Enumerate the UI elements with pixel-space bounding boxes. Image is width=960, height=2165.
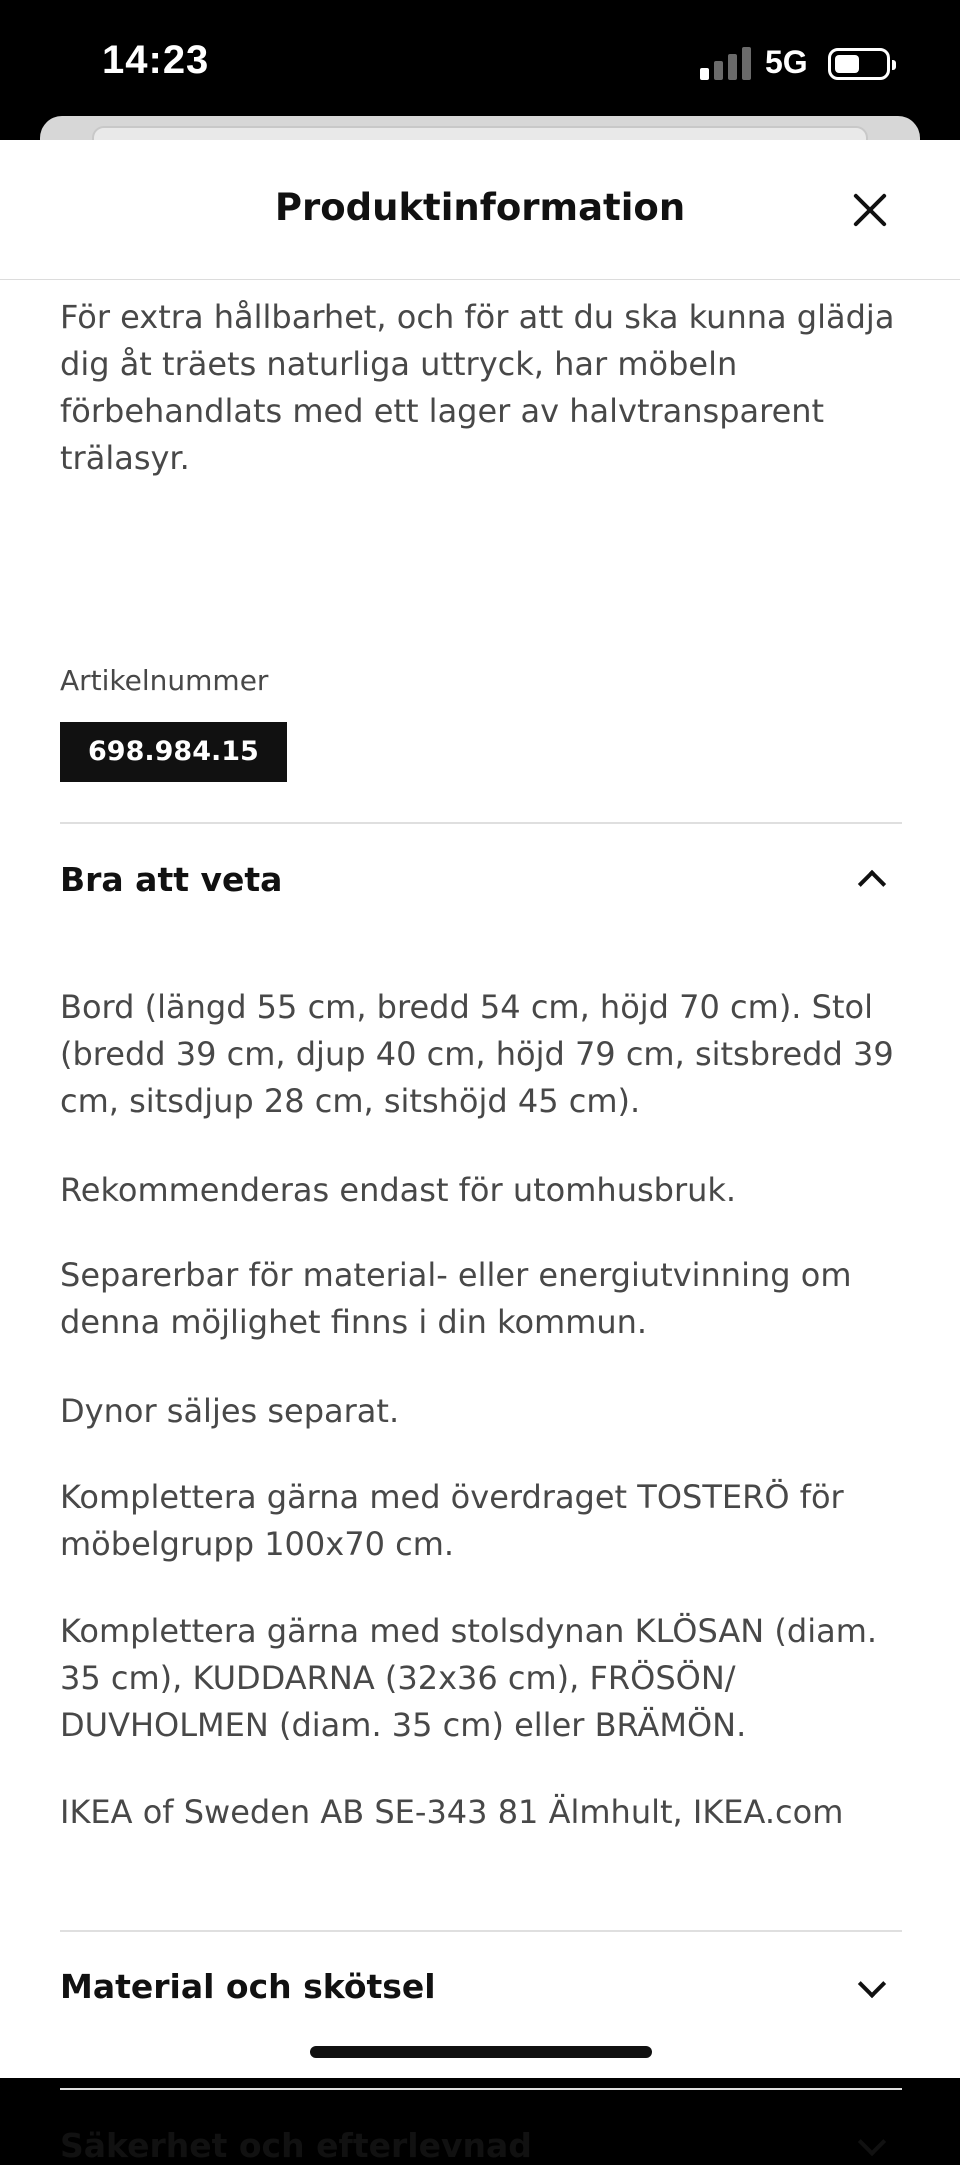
- info-paragraph: Separerbar för material- eller energiutvinning om denna möjlighet finns i din kommun.: [60, 1256, 852, 1341]
- section-title[interactable]: Material och skötsel: [60, 1967, 436, 2006]
- status-bar: [0, 0, 960, 120]
- status-time: 14:23: [102, 38, 210, 82]
- intro-paragraph: För extra hållbarhet, och för att du ska kunna glädja dig åt träets naturliga uttryck, har möbeln förbehandlats med ett lager av halvtransparent trälasyr.: [60, 298, 895, 477]
- info-paragraph: Komplettera gärna med överdraget TOSTERÖ för möbelgrupp 100x70 cm.: [60, 1478, 844, 1563]
- article-number-label: Artikelnummer: [60, 664, 269, 697]
- info-paragraph: Dynor säljes separat.: [60, 1392, 400, 1430]
- chevron-down-icon[interactable]: [856, 1974, 888, 2006]
- info-paragraph: Bord (längd 55 cm, bredd 54 cm, höjd 70 cm). Stol (bredd 39 cm, djup 40 cm, höjd 79 cm, sitsbredd 39 cm, sitsdjup 28 cm, sitshöjd 45 cm).: [60, 988, 894, 1120]
- section-title[interactable]: Bra att veta: [60, 860, 283, 899]
- sheet-title: Produktinformation: [274, 186, 686, 229]
- network-type: 5G: [765, 44, 808, 80]
- divider: [60, 2088, 902, 2090]
- product-info-sheet: [0, 140, 960, 2165]
- sheet-header: [0, 140, 960, 280]
- info-paragraph: IKEA of Sweden AB SE-343 81 Älmhult, IKEA.com: [60, 1793, 844, 1831]
- divider: [60, 822, 902, 824]
- close-icon[interactable]: [846, 186, 894, 234]
- article-number-badge: 698.984.15: [60, 722, 287, 782]
- chevron-up-icon[interactable]: [856, 864, 888, 896]
- info-paragraph: Komplettera gärna med stolsdynan KLÖSAN (diam. 35 cm), KUDDARNA (32x36 cm), FRÖSÖN/ DUVHOLMEN (diam. 35 cm) eller BRÄMÖN.: [60, 1612, 878, 1744]
- battery-icon: [828, 48, 890, 80]
- cellular-signal-icon: [700, 46, 752, 80]
- chevron-down-icon[interactable]: [856, 2132, 888, 2164]
- info-paragraph: Rekommenderas endast för utomhusbruk.: [60, 1171, 737, 1209]
- home-indicator[interactable]: [310, 2046, 652, 2058]
- section-title[interactable]: Säkerhet och efterlevnad: [60, 2126, 532, 2165]
- divider: [60, 1930, 902, 1932]
